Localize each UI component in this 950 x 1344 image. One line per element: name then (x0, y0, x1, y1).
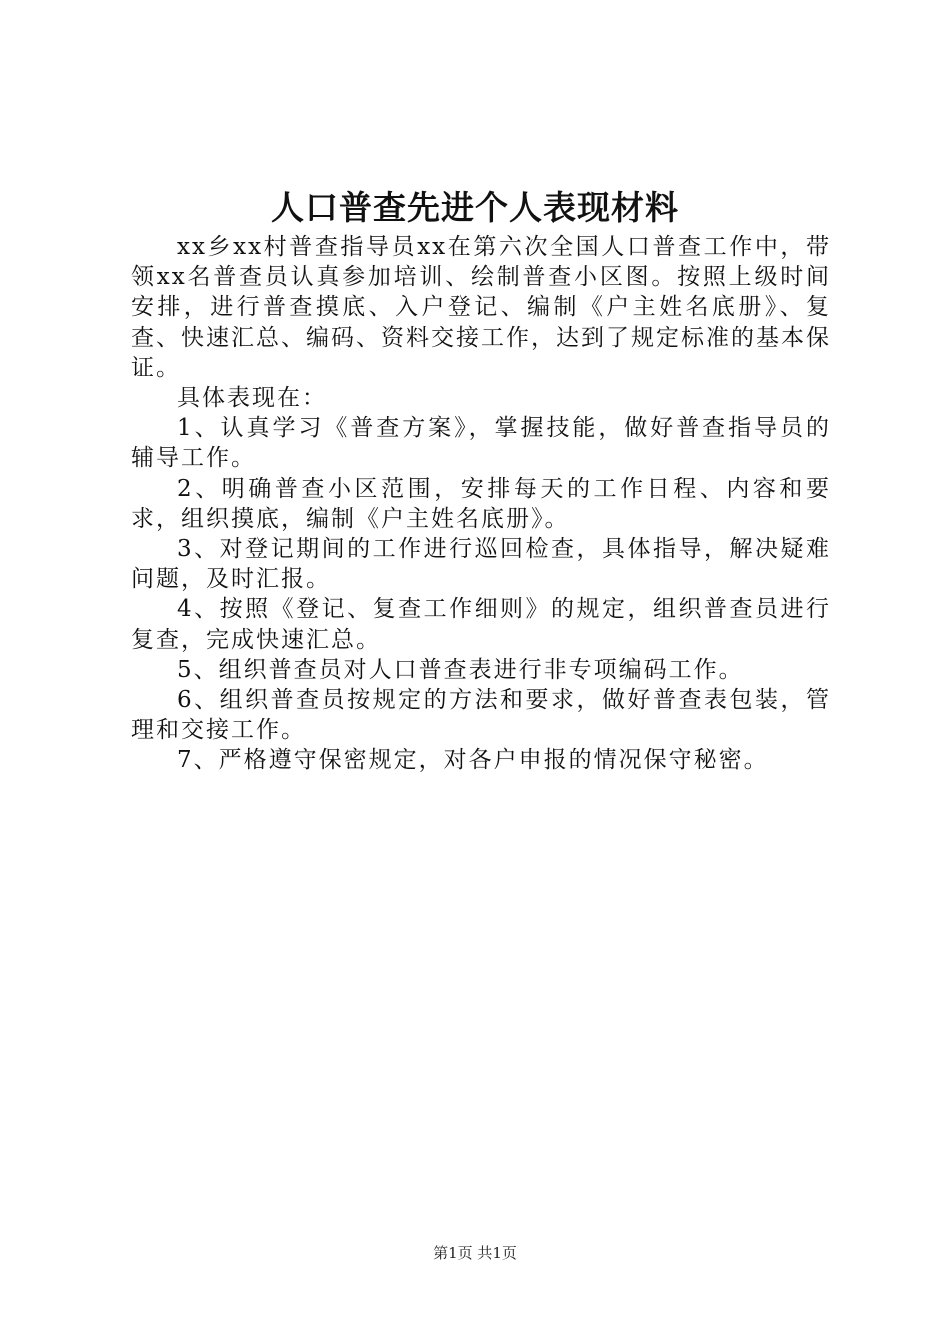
page-title: 人口普查先进个人表现材料 (271, 188, 679, 227)
document-body (131, 232, 831, 776)
list-item: 6、组织普查员按规定的方法和要求，做好普查表包装，管理和交接工作。 (131, 687, 831, 744)
paragraph-heading: 具体表现在： (177, 385, 327, 412)
list-item: 2、明确普查小区范围，安排每天的工作日程、内容和要求，组织摸底，编制《户主姓名底册》。 (131, 475, 831, 532)
paragraph-intro: xx乡xx村普查指导员xx在第六次全国人口普查工作中，带领xx名普查员认真参加培训、绘制普查小区图。按照上级时间安排，进行普查摸底、入户登记、编制《户主姓名底册》、复查、快速汇总、编码、资料交接工作，达到了规定标准的基本保证。 (131, 234, 831, 381)
list-item: 1、认真学习《普查方案》，掌握技能，做好普查指导员的辅导工作。 (131, 415, 831, 472)
list-item: 7、严格遵守保密规定，对各户申报的情况保守秘密。 (177, 747, 769, 774)
list-item: 5、组织普查员对人口普查表进行非专项编码工作。 (177, 656, 744, 683)
list-item: 4、按照《登记、复查工作细则》的规定，组织普查员进行复查，完成快速汇总。 (131, 596, 831, 653)
page-footer: 第1页 共1页 (433, 1244, 517, 1262)
list-item: 3、对登记期间的工作进行巡回检查，具体指导，解决疑难问题，及时汇报。 (131, 536, 831, 593)
